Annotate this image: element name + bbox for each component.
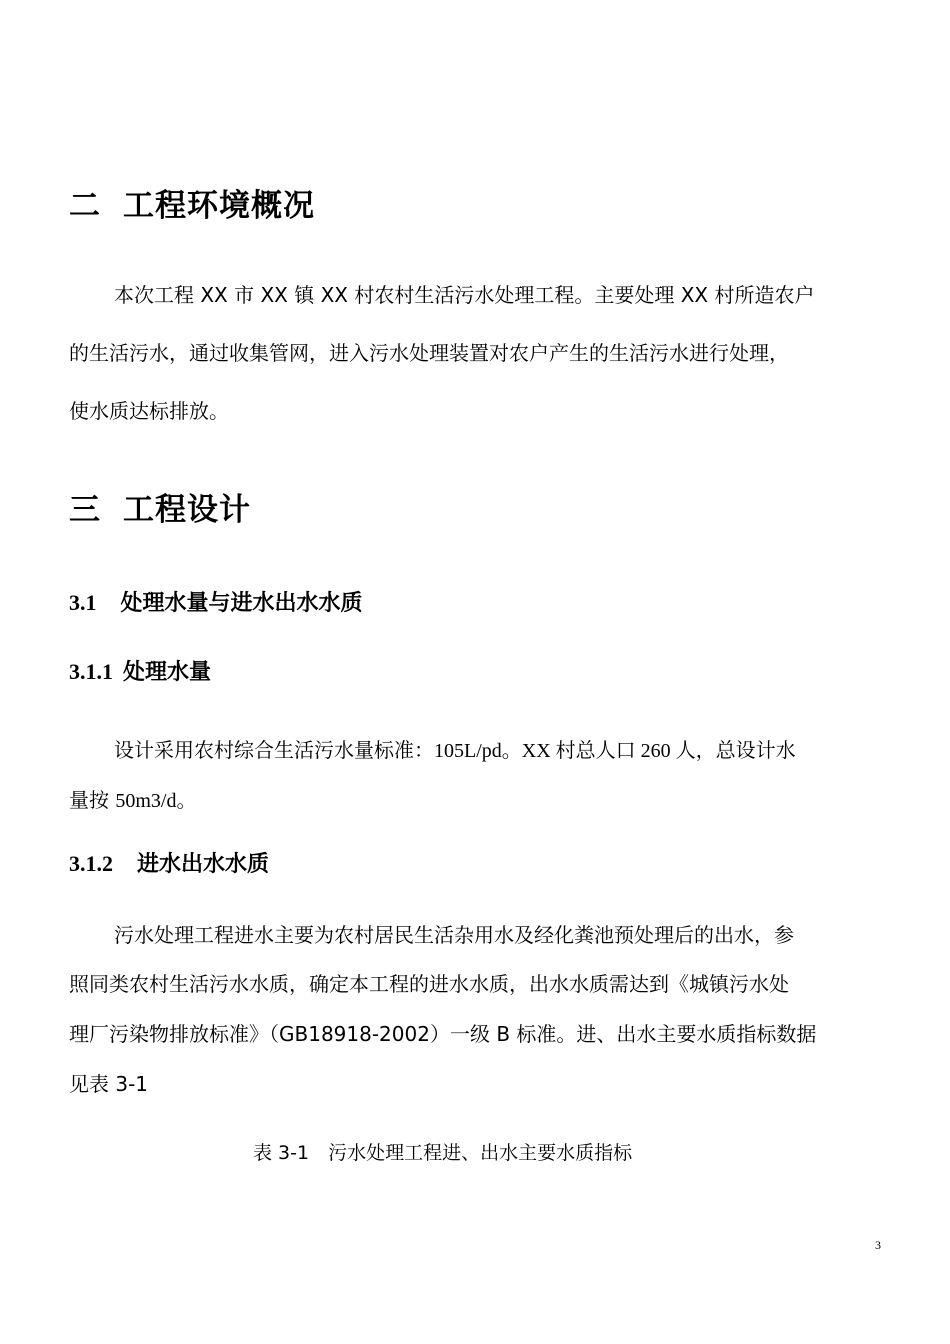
section-2-heading xyxy=(69,180,315,225)
subsection-3-1-2-line-3: 理厂污染物排放标准》（GB18918-2002）一级 B 标准。进、出水主要水质指标数据 xyxy=(69,1022,817,1046)
page-number: 3 xyxy=(875,1238,881,1252)
subsection-3-1-1-title: 处理水量 xyxy=(123,660,212,685)
section-3-title: 工程设计 xyxy=(123,492,251,528)
section-2-title: 工程环境概况 xyxy=(123,188,315,224)
section-2-line-3: 使水质达标排放。 xyxy=(69,399,229,423)
section-3-number: 三 xyxy=(69,492,101,528)
subsection-3-1-2-title: 进水出水水质 xyxy=(137,852,270,877)
subsection-3-1-1-line-2 xyxy=(69,786,196,815)
water-standard-label: 设计采用农村综合生活污水量标准： xyxy=(114,738,434,762)
design-capacity-label: 量按 xyxy=(69,788,116,812)
water-standard-value: 105L/pd xyxy=(434,740,502,762)
subsection-3-1-2-line-4: 见表 3-1 xyxy=(69,1072,149,1096)
subsection-3-1-2-line-1: 污水处理工程进水主要为农村居民生活杂用水及经化粪池预处理后的出水，参 xyxy=(114,923,794,947)
section-2-line-2: 的生活污水，通过收集管网，进入污水处理装置对农户产生的生活污水进行处理， xyxy=(69,341,789,365)
subsection-3-1-title: 处理水量与进水出水水质 xyxy=(120,591,363,616)
design-capacity-value: 50m3/d xyxy=(115,790,177,812)
section-3-heading xyxy=(69,484,251,529)
population-text: 。XX 村总人口 260 人，总设计水 xyxy=(501,740,796,762)
design-capacity-end: 。 xyxy=(176,788,197,812)
subsection-3-1-1-number: 3.1.1 xyxy=(69,659,113,684)
subsection-3-1-heading xyxy=(69,586,363,617)
subsection-3-1-1-heading xyxy=(69,655,211,686)
section-2-number: 二 xyxy=(69,188,101,224)
subsection-3-1-2-line-2: 照同类农村生活污水水质，确定本工程的进水水质，出水水质需达到《城镇污水处 xyxy=(69,972,789,996)
subsection-3-1-2-heading xyxy=(69,847,269,878)
table-caption: 表 3-1 污水处理工程进、出水主要水质指标 xyxy=(253,1142,633,1164)
subsection-3-1-2-number: 3.1.2 xyxy=(69,851,113,876)
subsection-3-1-1-line-1 xyxy=(114,736,796,765)
section-2-line-1: 本次工程 XX 市 XX 镇 XX 村农村生活污水处理工程。主要处理 XX 村所造农户 xyxy=(114,283,815,307)
subsection-3-1-number: 3.1 xyxy=(69,590,97,615)
